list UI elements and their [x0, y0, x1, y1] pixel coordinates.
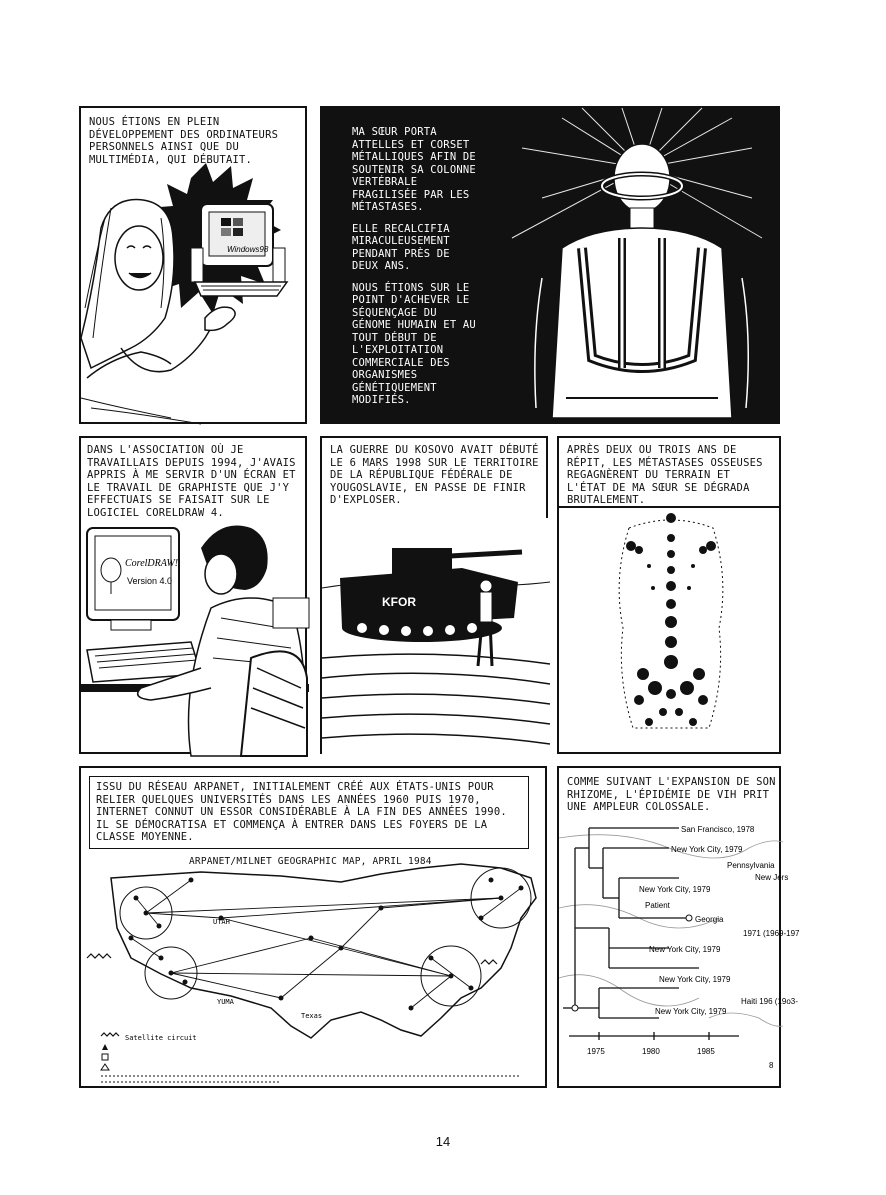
axis-tick-1985: 1985: [697, 1047, 715, 1056]
axis-tick-1975: 1975: [587, 1047, 605, 1056]
place-utah: UTAH: [213, 918, 230, 926]
coreldraw-title: CorelDRAW!: [125, 558, 179, 569]
panel-metastases: [557, 436, 781, 754]
tree-label-3: Pennsylvania: [727, 861, 775, 870]
tree-label-7: Georgia: [695, 915, 724, 924]
illustration-bone-scan: [559, 438, 783, 756]
hiv-phylogeny-tree: [559, 768, 800, 1090]
panel-computer-woman: [79, 106, 307, 424]
corner-mark: 8: [769, 1061, 774, 1070]
map-title: ARPANET/MILNET GEOGRAPHIC MAP, APRIL 1984: [189, 856, 432, 867]
panel-kosovo: [320, 436, 548, 754]
caption-graphic-work: DANS L'ASSOCIATION OÙ JE TRAVAILLAIS DEPUIS 1994, J'AVAIS APPRIS À ME SERVIR D'UN ÉCRAN ET LE TRAVAIL DE GRAPHISTE QUE J'Y EFFECTUAIS SE FAISAIT SUR LE LOGICIEL CORELDRAW 4.: [87, 444, 296, 519]
tree-label-2: New York City, 1979: [671, 845, 743, 854]
caption-internet-history: ISSU DU RÉSEAU ARPANET, INITIALEMENT CRÉÉ AUX ÉTATS-UNIS POUR RELIER QUELQUES UNIVERSITÉS DANS LES ANNÉES 1960 PUIS 1970, INTERNET CONNUT UN ESSOR CONSIDÉRABLE À LA FIN DES ANNÉES 1990. IL SE DÉMOCRATISA ET COMMENÇA À ENTRER DANS LES FOYERS DE LA CLASSE MOYENNE.: [89, 776, 529, 849]
caption-multimedia: NOUS ÉTIONS EN PLEIN DÉVELOPPEMENT DES ORDINATEURS PERSONNELS AINSI QUE DU MULTIMÉDIA, QUI DÉBUTAIT.: [89, 116, 279, 166]
tree-label-9: New York City, 1979: [649, 945, 721, 954]
arpanet-map: [81, 768, 549, 1090]
caption-sister-story: MA SŒUR PORTA ATTELLES ET CORSET MÉTALLIQUES AFIN DE SOUTENIR SA COLONNE VERTÉBRALE FRAGILISÉE PAR LES MÉTASTASES. ELLE RECALCIFIA MIRACULEUSEMENT PENDANT PRÈS DE DEUX ANS. NOUS ÉTIONS SUR LE POINT D'ACHEVER LE SÉQUENÇAGE DU GÉNOME HUMAIN ET AU TOUT DÉBUT DE L'EXPLOITATION COMMERCIALE DES ORGANISMES GÉNÉTIQUEMENT MODIFIÉS.: [352, 126, 476, 406]
caption-hiv: COMME SUIVANT L'EXPANSION DE SON RHIZOME, L'ÉPIDÉMIE DE VIH PRIT UNE AMPLEUR COLOSSALE.: [567, 776, 776, 813]
tree-label-1: San Francisco, 1978: [681, 825, 755, 834]
place-yuma: YUMA: [217, 998, 234, 1006]
panel-hiv-tree: [557, 766, 800, 1088]
coreldraw-version: Version 4.0: [127, 576, 173, 586]
legend-satellite: Satellite circuit: [125, 1034, 197, 1042]
page-number: 14: [435, 1134, 451, 1149]
panel-coreldraw: [79, 436, 307, 754]
tree-label-5: New York City, 1979: [639, 885, 711, 894]
panel-arpanet: [79, 766, 547, 1088]
caption-relapse: APRÈS DEUX OU TROIS ANS DE RÉPIT, LES MÉTASTASES OSSEUSES REGAGNÈRENT DU TERRAIN ET L'ÉTAT DE MA SŒUR SE DÉGRADA BRUTALEMENT.: [559, 438, 779, 508]
tree-label-11: Haiti 196 (19o3-: [741, 997, 798, 1006]
place-texas: Texas: [301, 1012, 323, 1020]
tree-label-10: New York City, 1979: [659, 975, 731, 984]
tree-label-12: New York City, 1979: [655, 1007, 727, 1016]
tree-label-6: Patient: [645, 901, 670, 910]
caption-kosovo-war: LA GUERRE DU KOSOVO AVAIT DÉBUTÉ LE 6 MARS 1998 SUR LE TERRITOIRE DE LA RÉPUBLIQUE FÉDÉRALE DE YOUGOSLAVIE, EN PASSE DE FINIR D'EXPLOSER.: [330, 444, 539, 506]
axis-tick-1980: 1980: [642, 1047, 660, 1056]
tree-label-4: New Jers: [755, 873, 789, 882]
tree-label-8: 1971 (1969-197: [743, 929, 800, 938]
windows98-label: Windows98: [227, 245, 269, 254]
panel-sister-corset: [320, 106, 780, 424]
kfor-label: KFOR: [382, 595, 416, 609]
